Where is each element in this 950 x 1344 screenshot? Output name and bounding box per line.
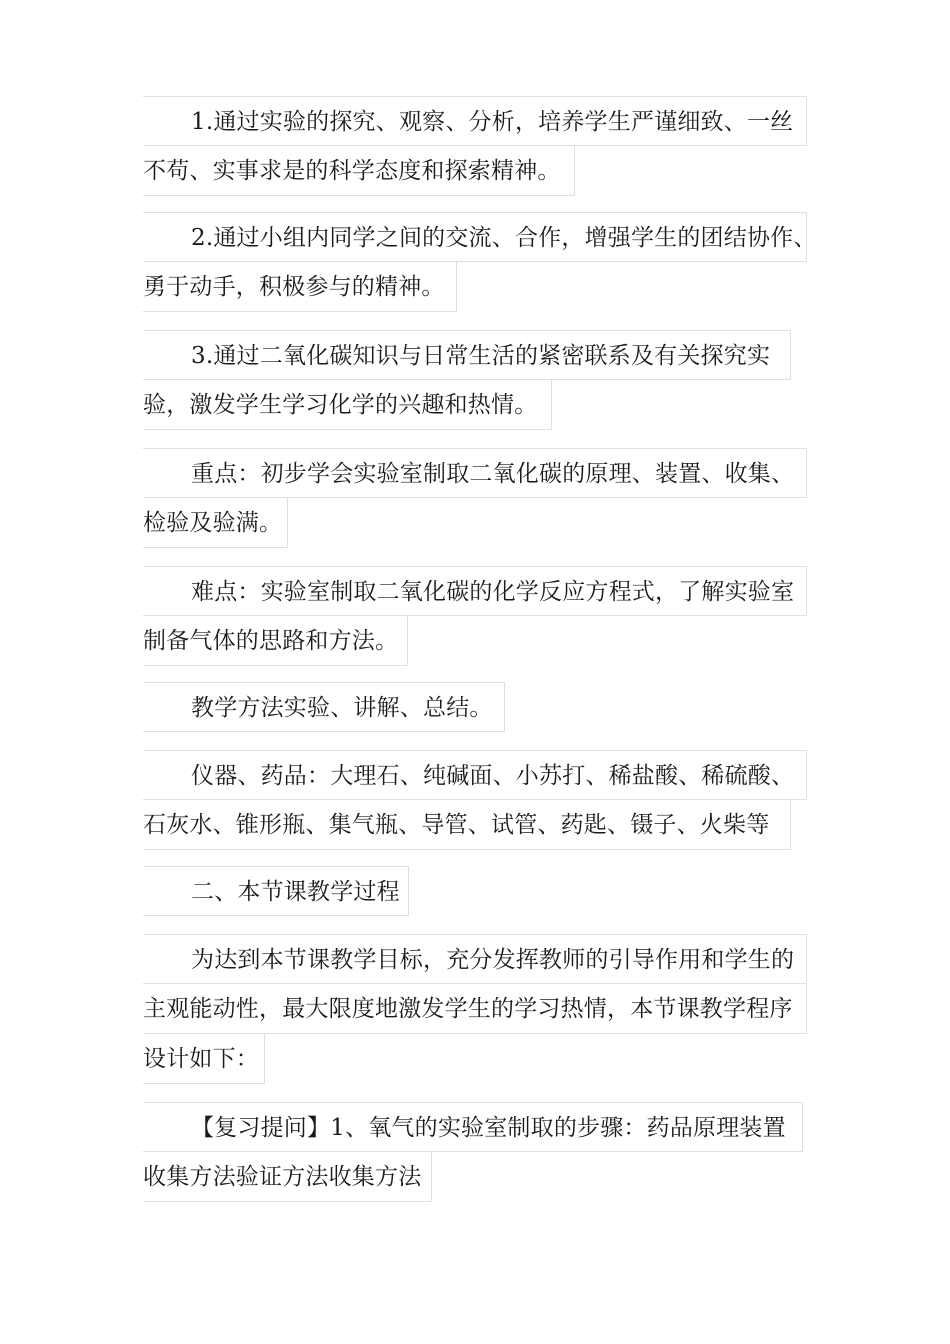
text-line: 设计如下： — [143, 1034, 265, 1084]
paragraph-key-points — [143, 448, 807, 548]
text-line: 2.通过小组内同学之间的交流、合作，增强学生的团结协作、 — [143, 212, 807, 262]
paragraph-process-intro — [143, 934, 807, 1084]
text-line: 二、本节课教学过程 — [143, 866, 409, 916]
text-line: 主观能动性，最大限度地激发学生的学习热情，本节课教学程序 — [143, 984, 807, 1034]
text-line: 1.通过实验的探究、观察、分析，培养学生严谨细致、一丝 — [143, 96, 807, 146]
paragraph-difficulties — [143, 566, 807, 666]
text-line: 【复习提问】1、氧气的实验室制取的步骤：药品原理装置 — [143, 1102, 803, 1152]
text-line: 不苟、实事求是的科学态度和探索精神。 — [143, 146, 575, 196]
text-line: 重点：初步学会实验室制取二氧化碳的原理、装置、收集、 — [143, 448, 807, 498]
text-line: 石灰水、锥形瓶、集气瓶、导管、试管、药匙、镊子、火柴等 — [143, 800, 791, 850]
text-line: 勇于动手，积极参与的精神。 — [143, 262, 457, 312]
paragraph-objective-1 — [143, 96, 807, 196]
text-line: 3.通过二氧化碳知识与日常生活的紧密联系及有关探究实 — [143, 330, 791, 380]
text-line: 难点：实验室制取二氧化碳的化学反应方程式，了解实验室 — [143, 566, 807, 616]
paragraph-objective-3 — [143, 330, 791, 430]
section-heading-teaching-process — [143, 866, 409, 916]
paragraph-objective-2 — [143, 212, 817, 312]
paragraph-instruments — [143, 750, 807, 850]
paragraph-review-questions — [143, 1102, 803, 1202]
text-line: 验，激发学生学习化学的兴趣和热情。 — [143, 380, 552, 430]
text-line: 教学方法实验、讲解、总结。 — [143, 682, 505, 732]
text-line: 制备气体的思路和方法。 — [143, 616, 408, 666]
text-line: 检验及验满。 — [143, 498, 288, 548]
text-line: 收集方法验证方法收集方法 — [143, 1152, 432, 1202]
text-line: 为达到本节课教学目标，充分发挥教师的引导作用和学生的 — [143, 934, 807, 984]
text-line: 仪器、药品：大理石、纯碱面、小苏打、稀盐酸、稀硫酸、 — [143, 750, 807, 800]
paragraph-teaching-method — [143, 682, 505, 732]
